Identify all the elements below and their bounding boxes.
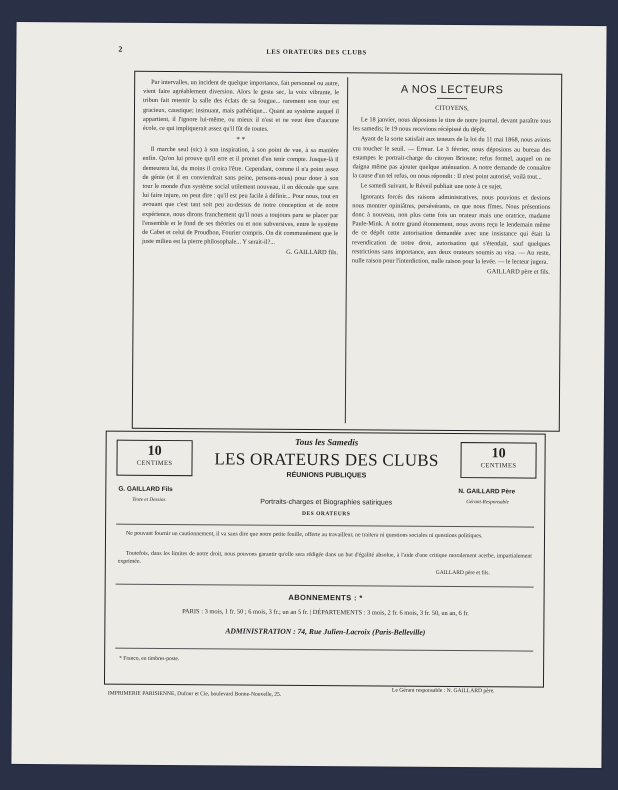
price-box-right xyxy=(460,442,536,479)
right-paragraph-1: Le 18 janvier, nous déposions le titre de notre journal, devant paraître tous les samedis; le 19 nous recevions récépissé du dépôt. xyxy=(352,116,551,134)
left-signature: G. GAILLARD fils. xyxy=(286,249,339,257)
price-right-number: 10 xyxy=(491,446,506,462)
articles-frame xyxy=(132,71,562,432)
right-paragraph-2: Ayant de la sorte satisfait aux teneurs de la loi du 11 mai 1868, nous avions cru toucher le seuil. — Erreur. Le 3 février, nous déposions au bureau des estampes le portrait-charge du citoyen Briosne; refus formel, auquel on ne daigna même pas ajouter quelque atténuation. A notre demande de connaître la cause d'un tel refus, on nous répondit : Il n'est point autorisé, voilà tout... xyxy=(352,135,551,181)
salutation: CITOYENS, xyxy=(435,104,469,113)
newspaper-page xyxy=(11,22,606,768)
masthead-subtitle: RÉUNIONS PUBLIQUES xyxy=(286,471,367,480)
left-paragraph-1: Par intervalles, un incident de quelque importance, fait personnel ou autre, vient faire agréablement diversion. Alors le geste sec, la voix vibrante, le tribun fait retentir la salle des éclats de sa fougue... rarement son tour est gracieux, caustique; insinuant, mais pathétique... Quant au système auquel il appartient, il l'ignore lui-même, ou mieux il n'est et ne veut être d'aucune école, ce qui impliquerait assez qu'il fût de toutes. xyxy=(142,78,340,133)
divider-rule-1 xyxy=(116,524,534,528)
subscription-title: ABONNEMENTS : * xyxy=(288,592,363,603)
article-title: A NOS LECTEURS xyxy=(400,83,504,97)
notice-paragraph-1: Ne pouvant fournir un cautionnement, il va sans dire que notre petite feuille, offerte au travailleur, ne traitera ni questions sociales ni questions politiques. xyxy=(126,530,483,540)
editor-right-name: N. GAILLARD Père xyxy=(458,488,516,496)
editor-left-role: Texte et Dessins xyxy=(132,496,166,504)
gerant-line: Le Gérant responsable : N. GAILLARD père. xyxy=(391,687,495,695)
running-header: LES ORATEURS DES CLUBS xyxy=(266,48,367,57)
left-column xyxy=(141,78,339,423)
editor-right-role: Gérant-Responsable xyxy=(466,499,509,506)
notice-paragraph-2: Toutefois, dans les limites de notre droit, nous pouvons garantir qu'elle sera rédigée dans un but d'égalité absolue, à l'aide d'une critique moralement acerbe, impartialement exprimée. xyxy=(117,550,532,566)
administration-address: ADMINISTRATION : 74, Rue Julien-Lacroix (Paris-Belleville) xyxy=(225,626,426,637)
right-column xyxy=(351,79,551,424)
price-left-unit: CENTIMES xyxy=(136,459,173,468)
subscription-footnote: * Franco, en timbres-poste. xyxy=(119,655,180,663)
stars-separator: * * xyxy=(236,135,246,144)
left-paragraph-2: Il marche seul (sic) à son inspiration, à son point de vue, à sa manière enfin. Qu'on lui prouve qu'il erre et il promet d'en tenir compte. Jusque-là il demeurera lui, du moins il croira l'être. Cependant, comme il n'a point assez de génie (et il en conviendrait sans peine, pensons-nous) pour doter à son tour le monde d'un système social utilement nouveau, il en découle que sans lui faire injure, on peut dire : qu'il est peu facile à définir... Pour nous, tout en avouant que c'est tant soit peu au-dessus de notre conception et de notre expérience, nous dirons franchement qu'il nous a toujours paru se placer par l'ensemble et le fond de ses théories ou et non subversives, entre le système de Cabet et celui de Proudhon, Fourier compris. On dit communément que le juste milieu est la pierre philosophale... Y serait-il?... xyxy=(142,146,339,247)
masthead-title: LES ORATEURS DES CLUBS xyxy=(214,449,439,470)
divider-rule-2 xyxy=(116,584,534,588)
editor-left-name: G. GAILLARD Fils xyxy=(118,485,173,494)
column-divider xyxy=(345,77,348,423)
divider-rule-3 xyxy=(115,648,533,652)
right-paragraph-4: Ignorants forcés des raisons administratives, nous pouvions et devions nous montrer opiniâtres, persévérants, ce que nous fîmes. Nous présentions donc à nouveau, non plus cette fois un orateur mais une oratrice, madame Paule-Mink. A notre grand étonnement, nous avons reçu le lendemain même de ce dépôt cette autorisation demandée avec une insistance qui était la revendication de notre droit, autorisation qui s'étendait, sauf quelques restrictions sans importance, aux deux orateurs soumis au visa. — Au reste, nulle raison pour l'interdiction, nulle raison pour la levée. — le lecteur jugera. xyxy=(351,192,551,266)
subscription-rates: PARIS : 3 mois, 1 fr. 50 ; 6 mois, 3 fr.; un an 5 fr. | DÉPARTEMENTS : 3 mois, 2 fr. 6 mois, 3 fr. 50, un an, 6 fr. xyxy=(182,608,469,618)
masthead-tagline: Tous les Samedis xyxy=(295,436,359,448)
right-signature: GAILLARD père et fils. xyxy=(487,268,550,276)
masthead-frame xyxy=(104,431,546,688)
price-box-left xyxy=(116,440,192,477)
price-right-unit: CENTIMES xyxy=(480,462,517,470)
price-left-number: 10 xyxy=(147,443,162,459)
content-description: Portraits-charges et Biographies satiriques xyxy=(260,498,393,507)
title-rule xyxy=(437,98,467,99)
page-number: 2 xyxy=(118,44,123,54)
notice-signature: GAILLARD père et fils. xyxy=(435,569,490,577)
content-subdescription: DES ORATEURS xyxy=(302,510,351,518)
right-paragraph-3: Le samedi suivant, le Réveil publiait une note à ce sujet. xyxy=(360,182,503,191)
printer-imprint: IMPRIMERIE PARISIENNE, Dufour et Cie, boulevard Bonne-Nouvelle, 25. xyxy=(107,690,282,698)
